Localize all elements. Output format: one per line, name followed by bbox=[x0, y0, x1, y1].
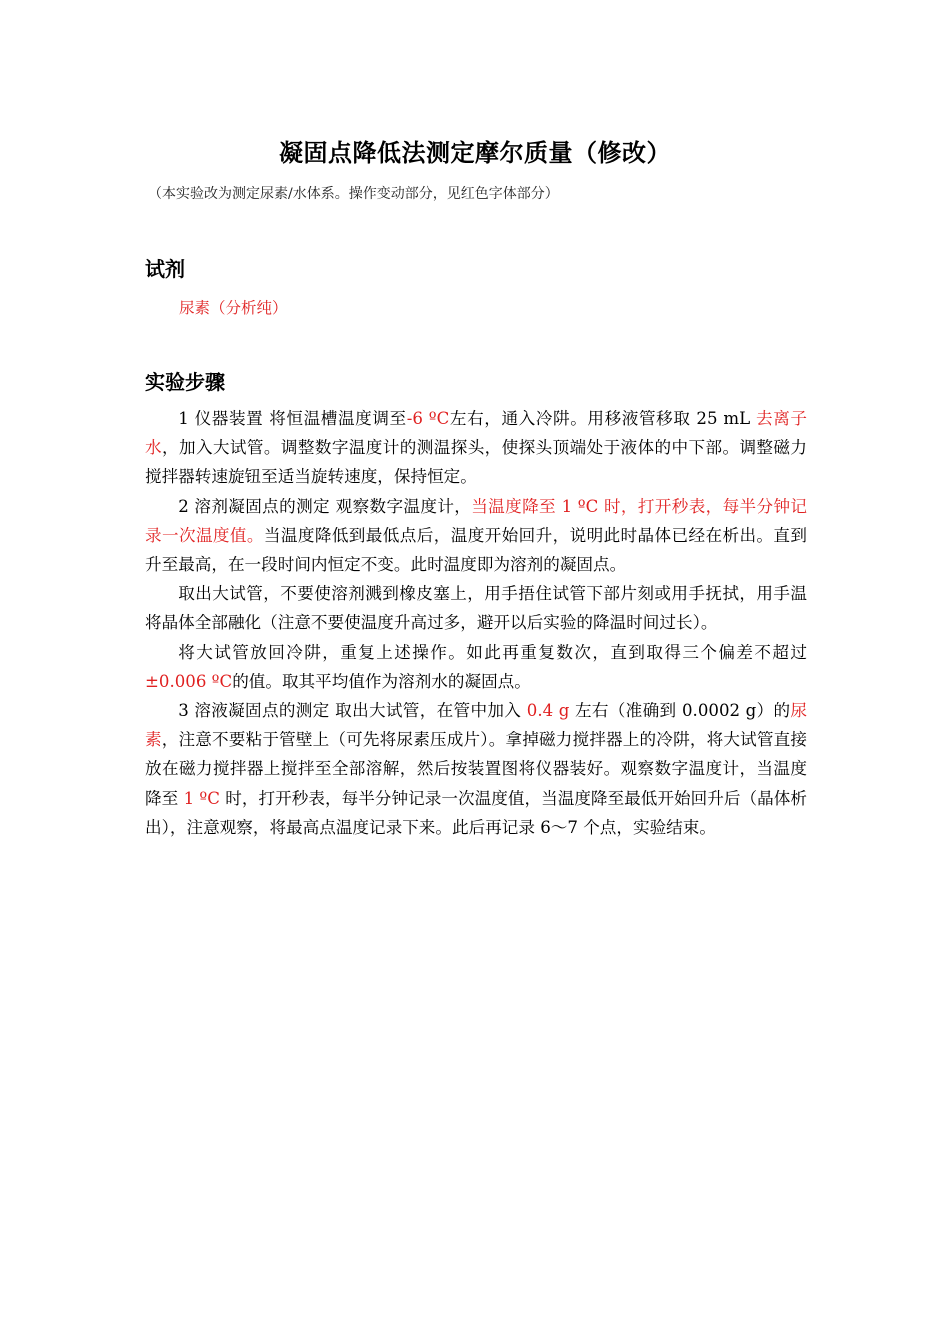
repeat-text: 将大试管放回冷阱，重复上述操作。如此再重复数次，直到取得三个偏差不超过 bbox=[178, 642, 807, 662]
urea-highlight: 尿素 bbox=[145, 701, 807, 750]
step-1-text: ，加入大试管。调整数字温度计的测温探头，使探头顶端处于液体的中下部。调整磁力搅拌器转速旋钮至适当旋转速度，保持恒定。 bbox=[145, 438, 807, 487]
step-1-temperature-highlight: -6 ºC bbox=[406, 409, 450, 428]
step-3-paragraph bbox=[145, 696, 807, 842]
step-3-text: 3 溶液凝固点的测定 取出大试管，在管中加入 bbox=[178, 701, 527, 721]
steps-body bbox=[145, 404, 807, 842]
step-1-text: 1 仪器装置 将恒温槽温度调至 bbox=[178, 409, 407, 428]
step-3-text: ，注意不要粘于管壁上（可先将尿素压成片）。拿掉磁力搅拌器上的冷阱，将大试管直接放在磁力搅拌器上搅拌至全部溶解，然后按装置图将仪器装好。观察数字温度计，当温度降至 bbox=[145, 730, 807, 808]
modification-note: （本实验改为测定尿素/水体系。操作变动部分，见红色字体部分） bbox=[148, 186, 559, 202]
step-3-text: 左右（准确到 0.0002 g）的 bbox=[569, 701, 791, 721]
repeat-text: 的值。取其平均值作为溶剂水的凝固点。 bbox=[232, 671, 531, 691]
step-1-water-highlight: 去离子水 bbox=[145, 409, 807, 458]
step-1-paragraph bbox=[145, 404, 807, 492]
step-2-text: 当温度降低到最低点后，温度开始回升，说明此时晶体已经在析出。直到升至最高，在一段时间内恒定不变。此时温度即为溶剂的凝固点。 bbox=[145, 525, 807, 575]
repeat-paragraph bbox=[145, 638, 807, 696]
mass-highlight: 0.4 g bbox=[526, 701, 570, 721]
step-1-text: 左右，通入冷阱。用移液管移取 25 mL bbox=[449, 409, 757, 428]
steps-heading: 实验步骤 bbox=[145, 370, 225, 394]
melting-paragraph: 取出大试管，不要使溶剂溅到橡皮塞上，用手捂住试管下部片刻或用手抚拭，用手温将晶体全部融化（注意不要使温度升高过多，避开以后实验的降温时间过长）。 bbox=[145, 584, 807, 633]
step-3-temperature-highlight: 1 ºC bbox=[183, 788, 220, 808]
step-3-text: 时，打开秒表，每半分钟记录一次温度值，当温度降至最低开始回升后（晶体析出），注意观察，将最高点温度记录下来。此后再记录 6～7 个点，实验结束。 bbox=[145, 788, 808, 837]
step-2-paragraph bbox=[145, 492, 807, 580]
reagents-heading: 试剂 bbox=[145, 257, 185, 281]
step-2-timing-highlight: 当温度降至 1 ºC 时，打开秒表，每半分钟记录一次温度值。 bbox=[145, 496, 807, 545]
page-title: 凝固点降低法测定摩尔质量（修改） bbox=[279, 139, 671, 167]
deviation-highlight: ±0.006 ºC bbox=[145, 671, 233, 691]
step-2-text: 2 溶剂凝固点的测定 观察数字温度计， bbox=[178, 496, 472, 516]
reagent-item-urea: 尿素（分析纯） bbox=[179, 299, 288, 317]
